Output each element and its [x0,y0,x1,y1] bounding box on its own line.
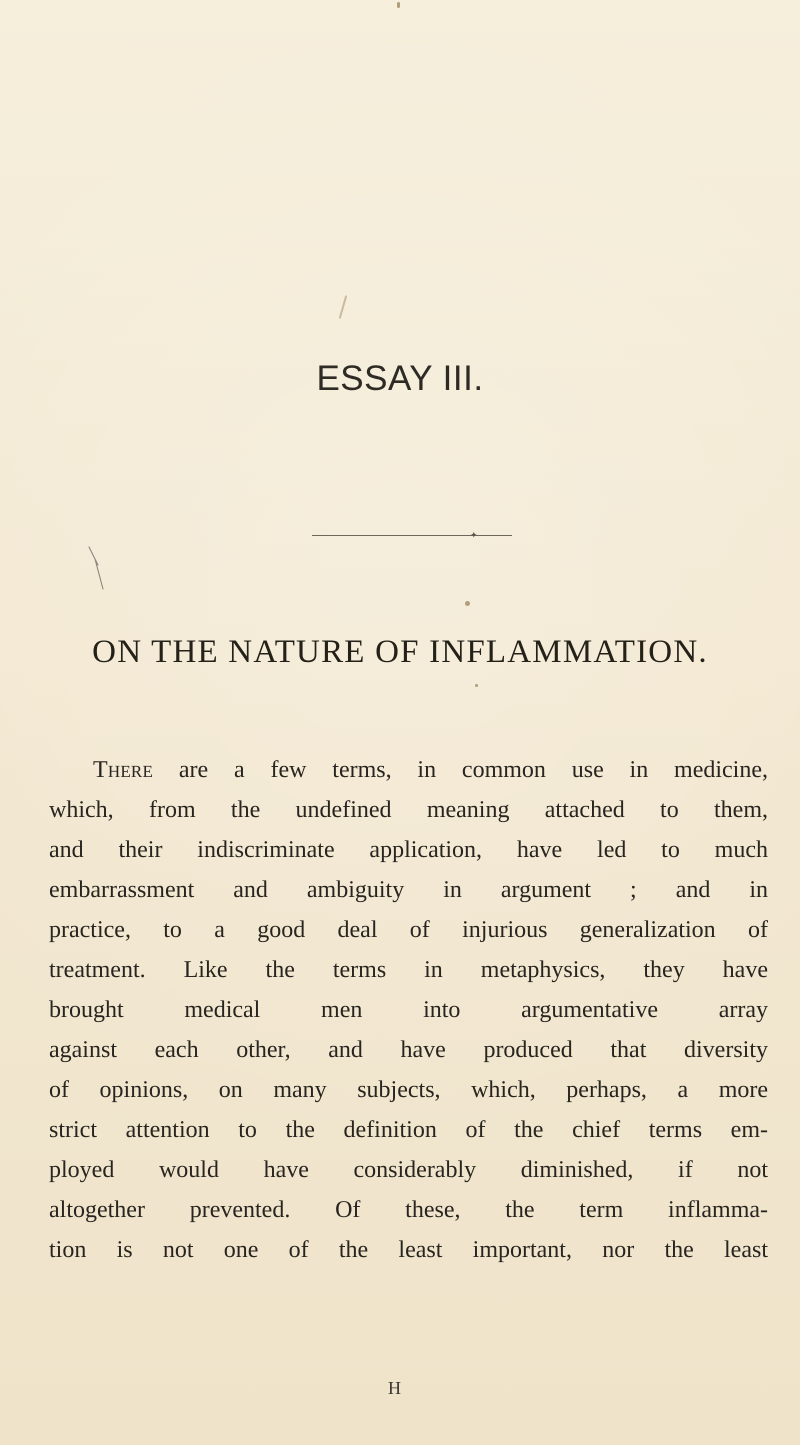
opening-word: There [93,757,154,783]
body-line: and their indiscriminate application, have led to much [49,837,768,863]
body-line: treatment. Like the terms in metaphysics, they have [49,957,768,983]
body-line: ployed would have considerably diminished, if not [49,1157,768,1183]
divider-ornament-icon: ✦ [470,530,478,540]
body-line: practice, to a good deal of injurious generalization of [49,917,768,943]
body-line: against each other, and have produced that diversity [49,1037,768,1063]
ink-mark [339,295,348,319]
essay-label: ESSAY III. [316,359,484,398]
body-line: strict attention to the definition of the chief terms em- [49,1117,768,1143]
body-line: tion is not one of the least important, nor the least [49,1237,768,1263]
essay-heading: ON THE NATURE OF INFLAMMATION. [92,634,708,670]
body-line: altogether prevented. Of these, the term inflamma- [49,1197,768,1223]
ink-dot [465,601,470,606]
title-divider [312,535,512,536]
body-paragraph [49,750,768,1270]
small-ink-dot [475,684,478,687]
body-line: brought medical men into argumentative array [49,997,768,1023]
pencil-mark-icon [88,545,104,590]
body-line-text: are a few terms, in common use in medicine, [178,757,768,783]
signature-mark: H [388,1378,401,1398]
body-line: embarrassment and ambiguity in argument ; and in [49,877,768,903]
top-ink-speck [397,2,400,8]
body-line: which, from the undefined meaning attached to them, [49,797,768,823]
body-line [49,750,768,790]
body-line: of opinions, on many subjects, which, perhaps, a more [49,1077,768,1103]
